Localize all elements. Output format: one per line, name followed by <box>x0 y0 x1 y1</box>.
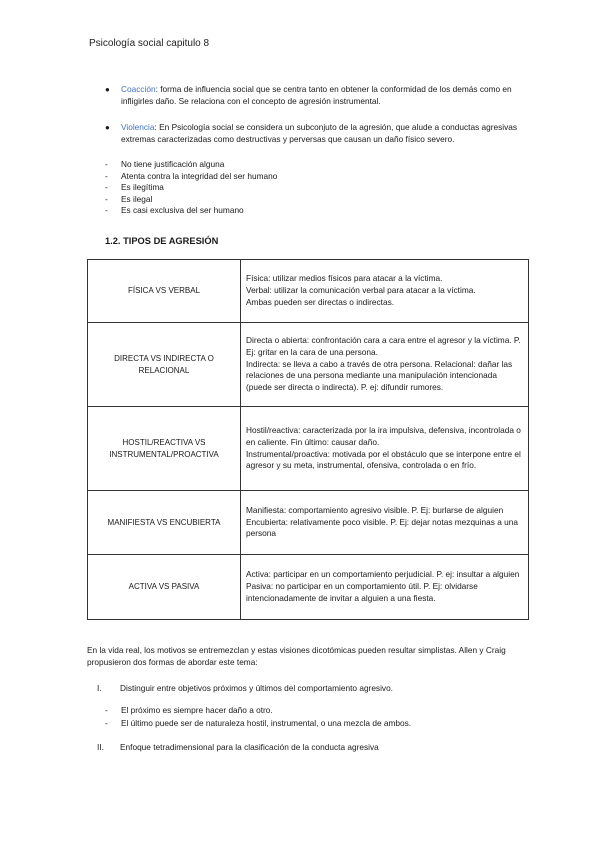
type-description: Manifiesta: comportamiento agresivo visible. P. Ej: burlarse de alguien Encubierta: relativamente poco visible. P. Ej: dejar notas mezquinas a una persona <box>241 491 529 555</box>
table-row <box>88 260 529 323</box>
type-description: Física: utilizar medios físicos para atacar a la víctima. Verbal: utilizar la comunicación verbal para atacar a la víctima. Ambas pueden ser directas o indirectas. <box>241 260 529 323</box>
list-item: - Es casi exclusiva del ser humano <box>105 205 244 215</box>
type-description: Directa o abierta: confrontación cara a cara entre el agresor y la víctima. P. Ej: gritar en la cara de una persona. Indirecta: se lleva a cabo a través de otra persona. Relacional: dañar las relaciones de una persona mediante una manipulación intencionada (puede ser directa o indirecta). P. ej: difundir rumores. <box>241 323 529 407</box>
term-violencia: Violencia <box>121 122 155 132</box>
type-category: ACTIVA VS PASIVA <box>88 555 241 620</box>
type-category: FÍSICA VS VERBAL <box>88 260 241 323</box>
list-item: - No tiene justificación alguna <box>105 159 225 169</box>
type-description: Hostil/reactiva: caracterizada por la ira impulsiva, defensiva, incontrolada o en caliente. Fin último: causar daño. Instrumental/proactiva: motivada por el obstáculo que se interpone entre el agresor y su meta, instrumental, ofensiva, controlada o en frío. <box>241 407 529 491</box>
violence-traits-list <box>105 159 525 217</box>
page-header: Psicología social capitulo 8 <box>89 38 210 49</box>
definition-text: : forma de influencia social que se centra tanto en obtener la conformidad de los demás como en infligirles daño. Se relaciona con el concepto de agresión instrumental. <box>121 84 512 106</box>
bullet-icon: ● <box>105 123 110 132</box>
body-paragraph: En la vida real, los motivos se entremezclan y estas visiones dicotómicas pueden resultar simplistas. Allen y Craig propusieron dos formas de abordar este tema: <box>87 645 506 667</box>
type-description: Activa: participar en un comportamiento perjudicial. P. ej: insultar a alguien Pasiva: no participar en un comportamiento útil. P. Ej: olvidarse intencionadamente de invitar a alguien a una fiesta. <box>241 555 529 620</box>
document-page: Psicología social capitulo 8 ● Coacción: forma de influencia social que se centra tanto en obtener la conformidad de los demás como en infligirles daño. Se relaciona con el concepto de agresión instrumental. ● Violencia: En Psicología social se considera un subconjuto de la agresión, que alude a conductas agresivas extremas caracterizadas como destructivas y perversas que causan un daño físico severo. - No tiene justificación alguna - Atenta contra la integridad del ser humano - Es ilegítima - Es ilegal - Es casi exclusiva del ser humano 1.2. TIPOS DE AGRESIÓN FÍSICA VS VERBAL Física: utilizar medios físicos para atacar a la víctima. Verbal: utilizar la comunicación verbal para atacar a la víctima. Ambas pueden ser directas o indirectas. DIRECTA VS INDIRECTA O RELACIONAL Directa o abierta: confrontación cara a cara entre el agresor y la víctima. P. Ej: gritar en la cara de una persona. Indirecta: se lleva a cabo a través de otra persona. Relacional: dañar las relaciones de una persona mediante una manipulación intencionada (puede ser directa o indirecta). P. ej: difundir rumores. HOSTIL/REACTIVA VS INSTRUMENTAL/PROACTIVA Hostil/reactiva: caracterizada por la ira impulsiva, defensiva, incontrolada o en caliente. Fin último: causar daño. Instrumental/proactiva: motivada por el obstáculo que se interpone entre el agresor y su meta, instrumental, ofensiva, controlada o en frío. MANIFIESTA VS ENCUBIERTA Manifiesta: comportamiento agresivo visible. P. Ej: burlarse de alguien Encubierta: relativamente poco visible. P. Ej: dejar notas mezquinas a una persona ACTIVA VS PASIVA Activa: participar en un comportamiento perjudicial. P. ej: insultar a alguien Pasiva: no participar en un comportamiento útil. P. Ej: olvidarse intencionadamente de invitar a alguien a una fiesta. En la vida real, los motivos se entremezclan y estas visiones dicotómicas pueden resultar simplistas. Allen y Craig propusieron dos formas de abordar este tema: I. Distinguir entre objetivos próximos y últimos del comportamiento agresivo. - El próximo es siempre hacer daño a otro. - El último puede ser de naturaleza hostil, instrumental, o una mezcla de ambos. II. Enfoque tetradimensional para la clasificación de la conducta agresiva <box>0 0 599 848</box>
type-category: MANIFIESTA VS ENCUBIERTA <box>88 491 241 555</box>
type-category: DIRECTA VS INDIRECTA O RELACIONAL <box>88 323 241 407</box>
type-category: HOSTIL/REACTIVA VS INSTRUMENTAL/PROACTIVA <box>88 407 241 491</box>
aggression-types-table <box>87 259 529 620</box>
table-row <box>88 323 529 407</box>
list-item: - Es ilegítima <box>105 182 164 192</box>
list-item: - Es ilegal <box>105 193 153 204</box>
bullet-icon: ● <box>105 85 110 94</box>
table-row <box>88 407 529 491</box>
definition-text: : En Psicología social se considera un subconjuto de la agresión, que alude a conductas agresivas extremas caracterizadas como destructivas y perversas que causan un daño físico severo. <box>121 122 518 144</box>
term-coaccion: Coacción <box>121 84 156 94</box>
table-row <box>88 555 529 620</box>
table-row <box>88 491 529 555</box>
section-title: 1.2. TIPOS DE AGRESIÓN <box>105 236 219 246</box>
list-item: - Atenta contra la integridad del ser humano <box>105 170 278 181</box>
